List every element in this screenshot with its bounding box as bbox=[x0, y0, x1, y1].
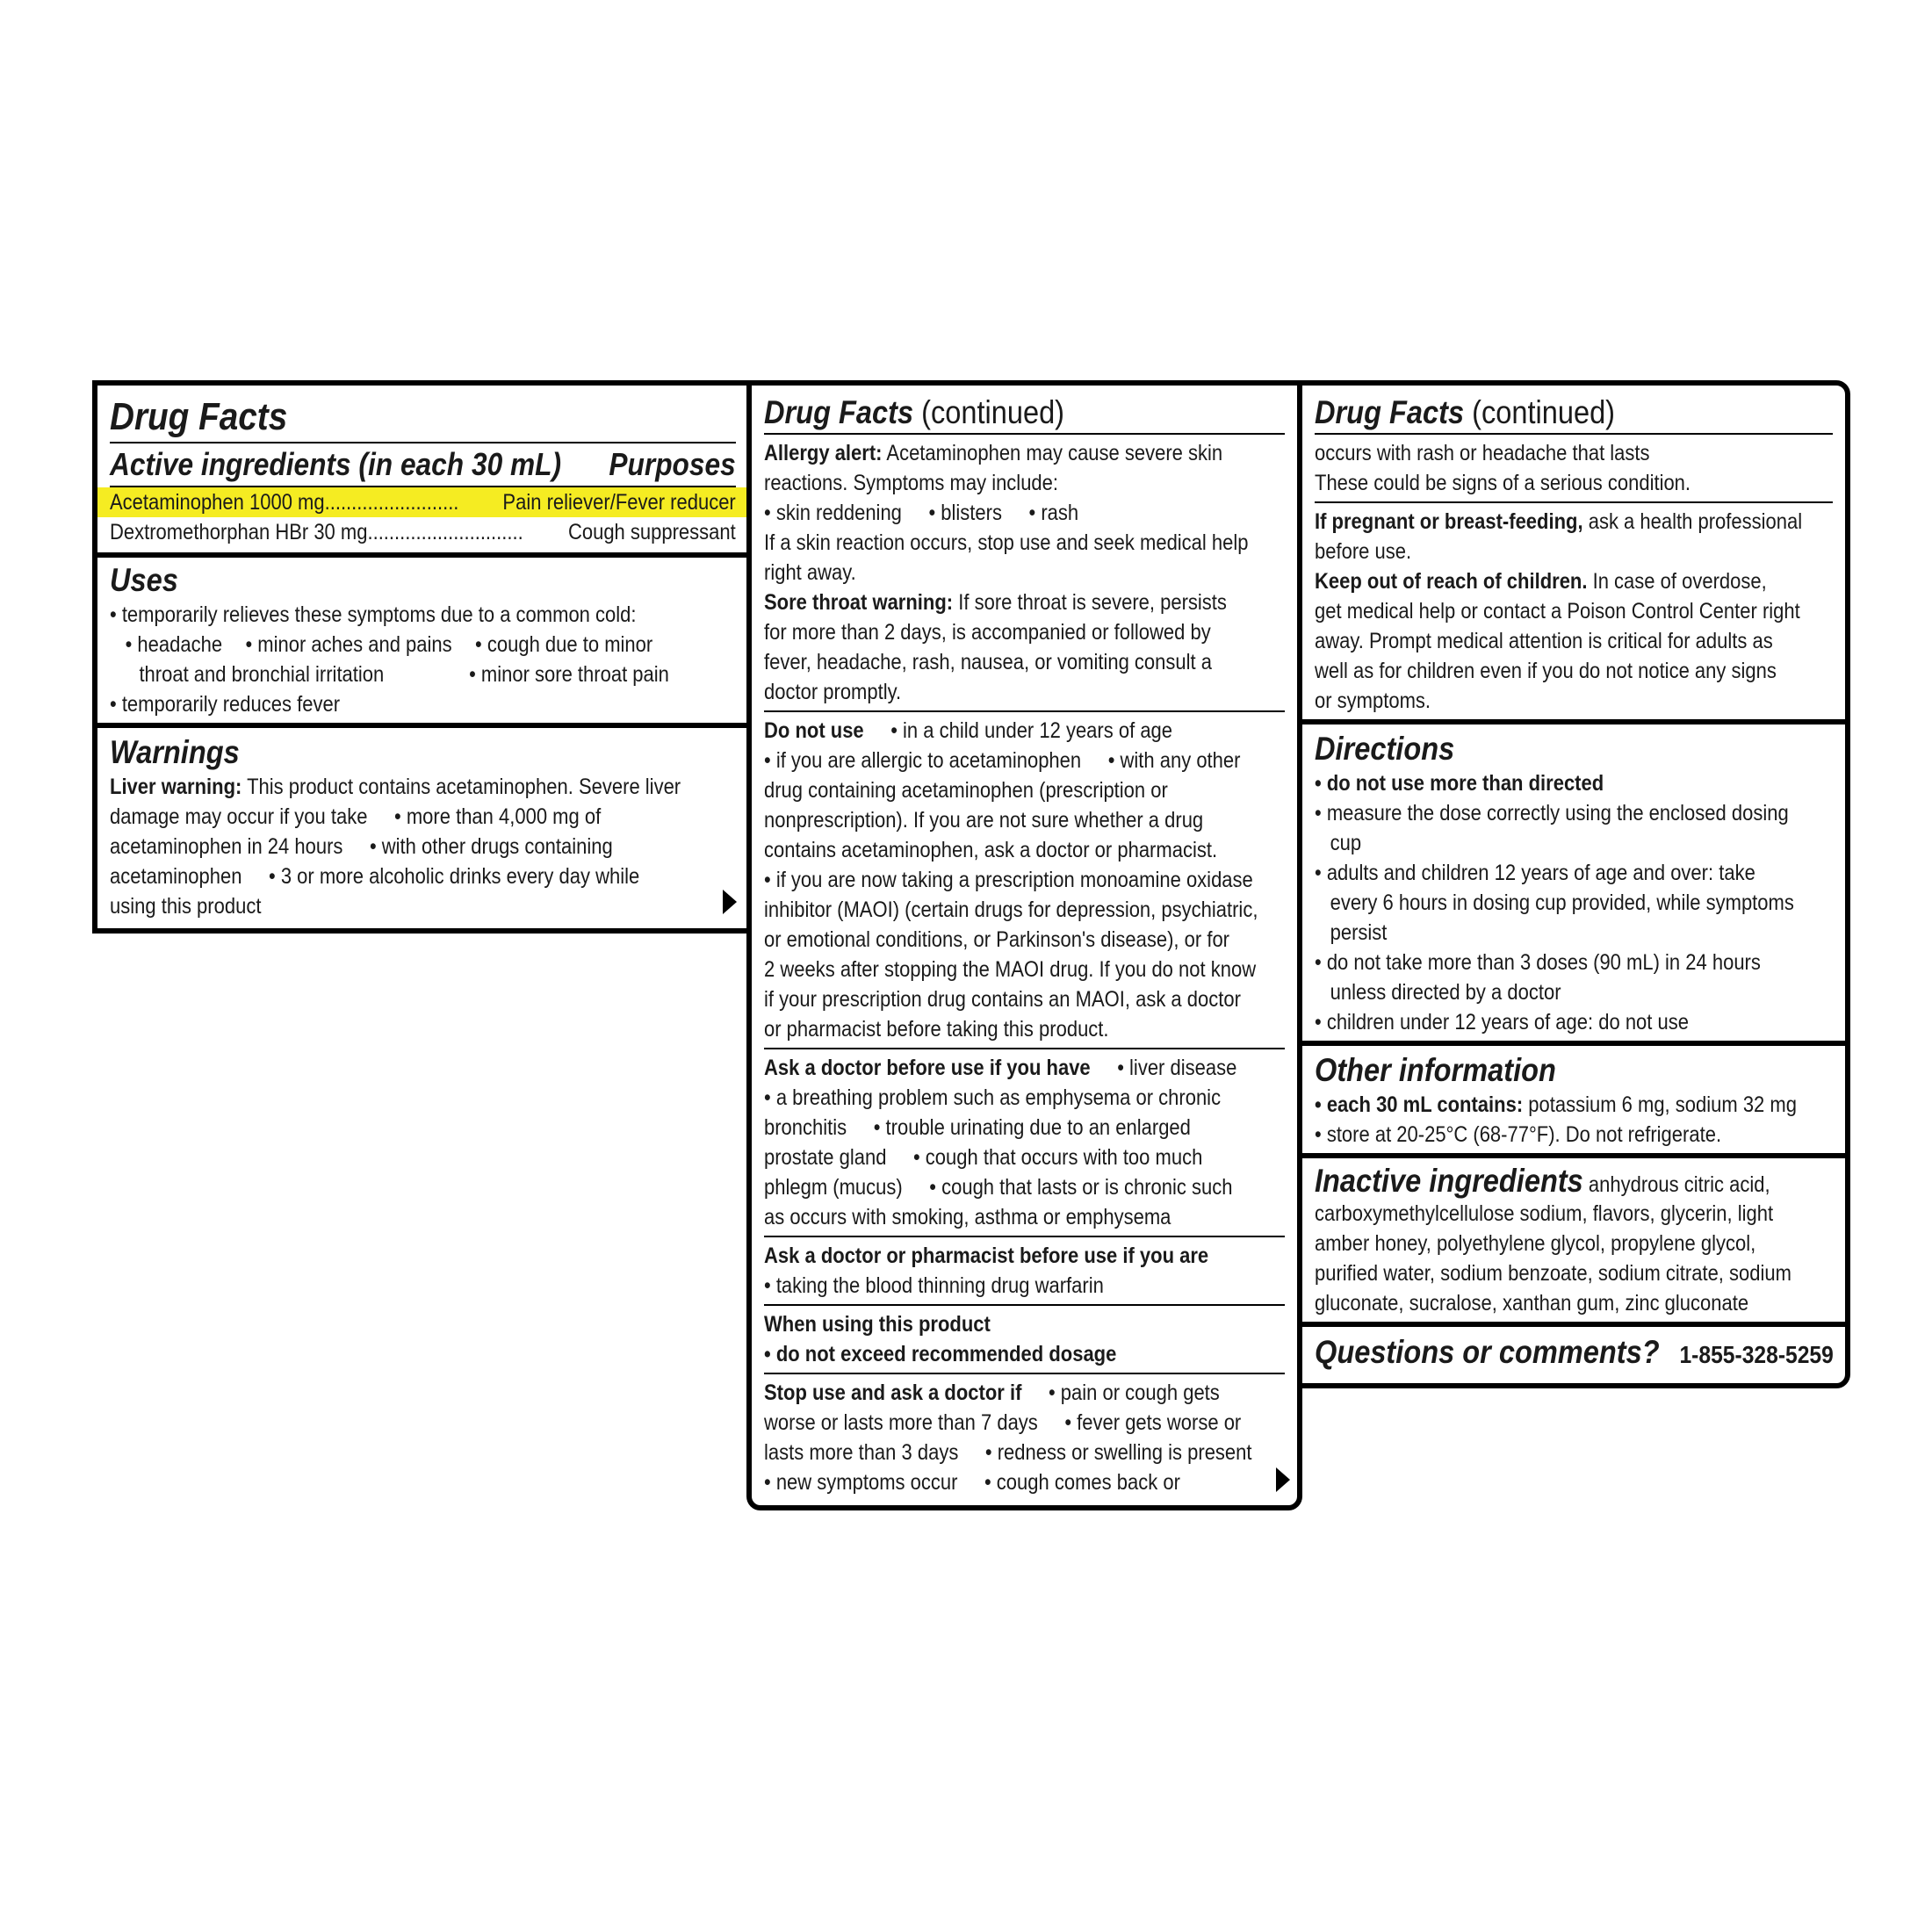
use-item: • minor aches and pains bbox=[245, 632, 452, 657]
panel-title: Drug Facts (continued) bbox=[764, 394, 1065, 430]
divider bbox=[1315, 501, 1833, 503]
use-item: • minor sore throat pain bbox=[469, 662, 669, 687]
leader-dots: ............................. bbox=[367, 520, 523, 544]
divider bbox=[764, 710, 1285, 712]
ingredient-name: Acetaminophen 1000 mg bbox=[110, 490, 325, 515]
pregnant-label: If pregnant or breast-feeding, bbox=[1315, 509, 1583, 534]
ingredient-row-highlighted bbox=[97, 487, 748, 517]
questions-heading: Questions or comments? bbox=[1315, 1334, 1660, 1370]
section-divider bbox=[1302, 1041, 1845, 1046]
sore-throat-label: Sore throat warning: bbox=[764, 590, 954, 615]
uses-line: • temporarily relieves these symptoms due to a common cold: bbox=[110, 602, 637, 627]
keep-out-label: Keep out of reach of children. bbox=[1315, 569, 1588, 594]
continue-arrow-icon bbox=[1276, 1467, 1290, 1492]
other-information-heading: Other information bbox=[1315, 1052, 1556, 1088]
section-divider bbox=[97, 552, 748, 558]
uses-line bbox=[110, 630, 751, 660]
drug-facts-panel-3: Drug Facts (continued) occurs with rash or headache that lasts These could be signs of a serious condition. If pregnant or breast-feeding, ask a health professional before use. Keep out of reach of children. In case of overdose, get medical help or contact a Poison Control Center right away. Prompt medical attention is critical for adults as well as for children even if you do not notice any signs or symptoms. Directions • do not use more than directed • measure the dose correctly using the enclosed dosing cup • adults and children 12 years of age and over: take every 6 hours in dosing cup provided, while symptoms persist • do not take more than 3 doses (90 mL) in 24 hours unless directed by a doctor • children under 12 years of age: do not use Other information • each 30 mL contains: potassium 6 mg, sodium 32 mg • store at 20-25°C (68-77°F). Do not refrigerate. Inactive ingredients anhydrous citric acid, carboxymethylcellulose sodium, flavors, glycerin, light amber honey, polyethylene glycol, propylene glycol, purified water, sodium benzoate, sodium citrate, sodium gluconate, sucralose, xanthan gum, zinc gluconate Questions or comments? 1-855-328-5259 bbox=[1297, 380, 1850, 1388]
drug-facts-title: Drug Facts bbox=[110, 395, 288, 438]
divider bbox=[764, 433, 1285, 435]
active-ingredients-header bbox=[110, 443, 736, 486]
ingredient-name: Dextromethorphan HBr 30 mg bbox=[110, 520, 368, 544]
warning-line: damage may occur if you take • more than 4,000 mg of bbox=[110, 804, 602, 829]
divider bbox=[764, 1304, 1285, 1306]
warning-line: Liver warning: This product contains acetaminophen. Severe liver bbox=[110, 775, 681, 799]
section-divider bbox=[1302, 1322, 1845, 1327]
divider bbox=[764, 1236, 1285, 1237]
drug-facts-panel-1 bbox=[92, 380, 751, 934]
uses-line: • temporarily reduces fever bbox=[110, 692, 341, 717]
do-not-use-label: Do not use bbox=[764, 718, 864, 743]
divider bbox=[764, 1373, 1285, 1374]
uses-line bbox=[110, 660, 765, 689]
inactive-ingredients-heading: Inactive ingredients bbox=[1315, 1163, 1583, 1199]
directions-heading: Directions bbox=[1315, 731, 1455, 767]
stop-use-label: Stop use and ask a doctor if bbox=[764, 1381, 1022, 1405]
ask-pharmacist-label: Ask a doctor or pharmacist before use if you are bbox=[764, 1244, 1209, 1268]
ingredient-row bbox=[110, 517, 736, 547]
questions-line bbox=[1315, 1334, 1833, 1371]
use-item: throat and bronchial irritation bbox=[139, 662, 385, 687]
ask-doctor-label: Ask a doctor before use if you have bbox=[764, 1056, 1091, 1080]
use-item: • cough due to minor bbox=[475, 632, 653, 657]
warning-line: using this product bbox=[110, 894, 262, 919]
purposes-heading: Purposes bbox=[609, 446, 736, 482]
active-ingredients-heading: Active ingredients (in each 30 mL) bbox=[110, 446, 562, 482]
ingredient-purpose: Cough suppressant bbox=[567, 520, 736, 544]
divider bbox=[764, 1048, 1285, 1049]
section-divider bbox=[97, 723, 748, 728]
warning-line: acetaminophen in 24 hours • with other drugs containing bbox=[110, 834, 613, 859]
warnings-heading: Warnings bbox=[110, 734, 240, 770]
leader-dots: ......................... bbox=[324, 490, 459, 515]
warning-line: acetaminophen • 3 or more alcoholic drinks every day while bbox=[110, 864, 640, 889]
use-item: • headache bbox=[125, 632, 223, 657]
when-using-label: When using this product bbox=[764, 1312, 991, 1337]
panel-title: Drug Facts (continued) bbox=[1315, 394, 1616, 430]
allergy-alert-label: Allergy alert: bbox=[764, 441, 883, 465]
inactive-ingredients-line: Inactive ingredients anhydrous citric acid, bbox=[1315, 1163, 1770, 1199]
divider bbox=[1315, 433, 1833, 435]
section-divider bbox=[1302, 1153, 1845, 1158]
phone-number[interactable]: 1-855-328-5259 bbox=[1679, 1341, 1834, 1368]
continue-arrow-icon bbox=[723, 890, 737, 914]
uses-heading: Uses bbox=[110, 562, 178, 598]
liver-warning-label: Liver warning: bbox=[110, 775, 242, 799]
drug-facts-panel-2: Drug Facts (continued) Allergy alert: Acetaminophen may cause severe skin reactions. Symptoms may include: • skin reddening • blisters • rash If a skin reaction occurs, stop use and seek medical help right away. Sore throat warning: If sore throat is severe, persists for more than 2 days, is accompanied or followed by fever, headache, rash, nausea, or vomiting consult a doctor promptly. Do not use • in a child under 12 years of age • if you are allergic to acetaminophen • with any other drug containing acetaminophen (prescription or nonprescription). If you are not sure whether a drug contains acetaminophen, ask a doctor or pharmacist. • if you are now taking a prescription monoamine oxidase inhibitor (MAOI) (certain drugs for depression, psychiatric, or emotional conditions, or Parkinson's disease), or for 2 weeks after stopping the MAOI drug. If you do not know if your prescription drug contains an MAOI, ask a doctor or pharmacist before taking this product. Ask a doctor before use if you have • liver disease • a breathing problem such as emphysema or chronic bronchitis • trouble urinating due to an enlarged prostate gland • cough that occurs with too much phlegm (mucus) • cough that lasts or is chronic such as occurs with smoking, asthma or emphysema Ask a doctor or pharmacist before use if you are • taking the blood thinning drug warfarin When using this product • do not exceed recommended dosage Stop use and ask a doctor if • pain or cough gets worse or lasts more than 7 days • fever gets worse or lasts more than 3 days • redness or swelling is present • new symptoms occur • cough comes back or bbox=[746, 380, 1302, 1510]
ingredient-purpose: Pain reliever/Fever reducer bbox=[502, 490, 736, 515]
section-divider bbox=[1302, 719, 1845, 724]
